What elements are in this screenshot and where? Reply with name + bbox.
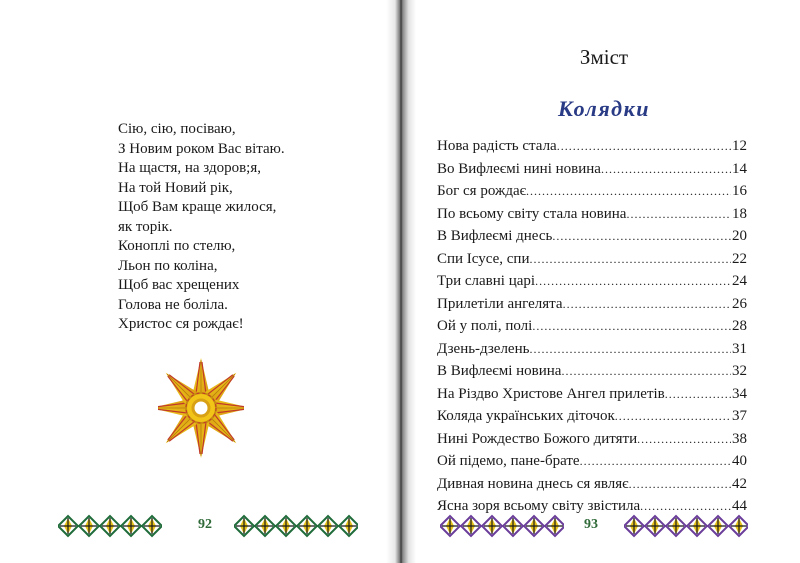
poem-line: Щоб вас хрещених <box>118 277 240 293</box>
toc-entry-title: Спи Ісусе, спи <box>437 250 530 267</box>
embroidery-border-icon <box>234 514 358 538</box>
toc-leader-dots <box>665 387 731 402</box>
toc-entry-page: 37 <box>732 408 747 424</box>
toc-leader-dots <box>580 454 731 469</box>
toc-entry-title: Ясна зоря всьому світу звістила <box>437 498 641 514</box>
toc-entry-title: Ой підемо, пане-брате <box>437 453 580 469</box>
toc-leader-dots <box>526 184 731 199</box>
poem-line: Христос ся рождає! <box>118 316 244 332</box>
poem-line: як торік. <box>118 218 173 235</box>
poem-line: З Новим роком Вас вітаю. <box>118 140 285 157</box>
toc-entry-page: 12 <box>732 138 747 154</box>
toc-entry[interactable] <box>437 228 747 251</box>
toc-entry-page: 16 <box>732 183 747 199</box>
toc-entry[interactable] <box>437 431 747 454</box>
toc-entry-title: Бог ся рождає <box>437 183 527 199</box>
toc-heading: Зміст <box>579 45 629 69</box>
toc-entry-title: Дзень-дзелень <box>437 340 530 357</box>
toc-leader-dots <box>552 229 731 244</box>
toc-entry-page: 24 <box>732 273 747 289</box>
page-number-left: 92 <box>198 517 212 532</box>
poem-line: Льон по коліна, <box>118 257 218 274</box>
toc-entry-page: 20 <box>732 228 747 244</box>
toc-entry-title: На Різдво Христове Ангел прилетів <box>437 385 665 402</box>
toc-entry[interactable] <box>437 138 747 161</box>
toc-entry[interactable] <box>437 161 747 184</box>
section-heading: Колядки <box>558 96 650 121</box>
poem-line: На той Новий рік, <box>118 179 233 196</box>
toc-entry-title: Нова радість стала <box>437 138 557 154</box>
toc-leader-dots <box>637 432 731 447</box>
toc-leader-dots <box>529 252 731 267</box>
toc-leader-dots <box>615 409 731 424</box>
poem-line: Коноплі по стелю, <box>118 238 236 254</box>
toc-entry-title: Во Вифлеємі нині новина <box>437 160 601 177</box>
carol-poem <box>118 120 378 335</box>
toc-entry[interactable] <box>437 476 747 499</box>
toc-entry-page: 22 <box>732 250 747 267</box>
poem-line: На щастя, на здоров;я, <box>118 160 261 176</box>
toc-leader-dots <box>532 319 731 334</box>
toc-entry[interactable] <box>437 273 747 296</box>
toc-entry-page: 42 <box>732 475 747 492</box>
table-of-contents <box>437 138 747 521</box>
toc-leader-dots <box>561 364 731 379</box>
toc-entry-page: 18 <box>732 205 747 222</box>
toc-entry-title: Три славні царі <box>437 273 536 289</box>
poem-line: Щоб Вам краще жилося, <box>118 199 277 215</box>
straw-star-ornament-icon <box>158 356 244 468</box>
toc-leader-dots <box>529 342 731 357</box>
toc-entry-title: Ой у полі, полі <box>437 318 533 334</box>
toc-leader-dots <box>563 297 731 312</box>
poem-line: Голова не боліла. <box>118 296 228 313</box>
toc-leader-dots <box>629 477 731 492</box>
toc-entry[interactable] <box>437 206 747 229</box>
toc-entry-page: 14 <box>732 160 747 177</box>
toc-entry-title: Нині Рождество Божого дитяти <box>437 430 638 447</box>
toc-entry-page: 34 <box>732 385 747 402</box>
toc-entry-title: Прилетіли ангелята <box>437 295 563 312</box>
toc-entry[interactable] <box>437 183 747 206</box>
toc-entry-title: В Вифлеємі днесь <box>437 228 553 244</box>
toc-leader-dots <box>535 274 731 289</box>
toc-entry[interactable] <box>437 341 747 364</box>
toc-entry-title: Коляда українських діточок <box>437 408 615 424</box>
toc-leader-dots <box>640 499 731 514</box>
toc-entry[interactable] <box>437 296 747 319</box>
embroidery-border-icon <box>58 514 162 538</box>
page-number-right: 93 <box>584 517 598 532</box>
toc-entry[interactable] <box>437 251 747 274</box>
embroidery-border-icon <box>624 514 748 538</box>
toc-entry-page: 40 <box>732 453 747 469</box>
toc-entry-page: 44 <box>732 498 747 514</box>
poem-line: Сію, сію, посіваю, <box>118 121 236 137</box>
toc-leader-dots <box>601 162 731 177</box>
toc-entry-title: В Вифлеємі новина <box>437 363 562 379</box>
toc-leader-dots <box>557 139 731 154</box>
toc-entry[interactable] <box>437 386 747 409</box>
toc-entry-title: По всьому світу стала новина <box>437 205 627 222</box>
toc-entry-title: Дивная новина днесь ся являє <box>437 475 629 492</box>
toc-entry-page: 38 <box>732 430 747 447</box>
toc-leader-dots <box>626 207 731 222</box>
toc-entry-page: 28 <box>732 318 747 334</box>
toc-entry[interactable] <box>437 453 747 476</box>
toc-entry-page: 26 <box>732 295 747 312</box>
toc-entry-page: 32 <box>732 363 747 379</box>
embroidery-border-icon <box>440 514 564 538</box>
toc-entry-page: 31 <box>732 340 747 357</box>
toc-entry[interactable] <box>437 408 747 431</box>
book-gutter <box>386 0 416 563</box>
toc-entry[interactable] <box>437 363 747 386</box>
toc-entry[interactable] <box>437 318 747 341</box>
